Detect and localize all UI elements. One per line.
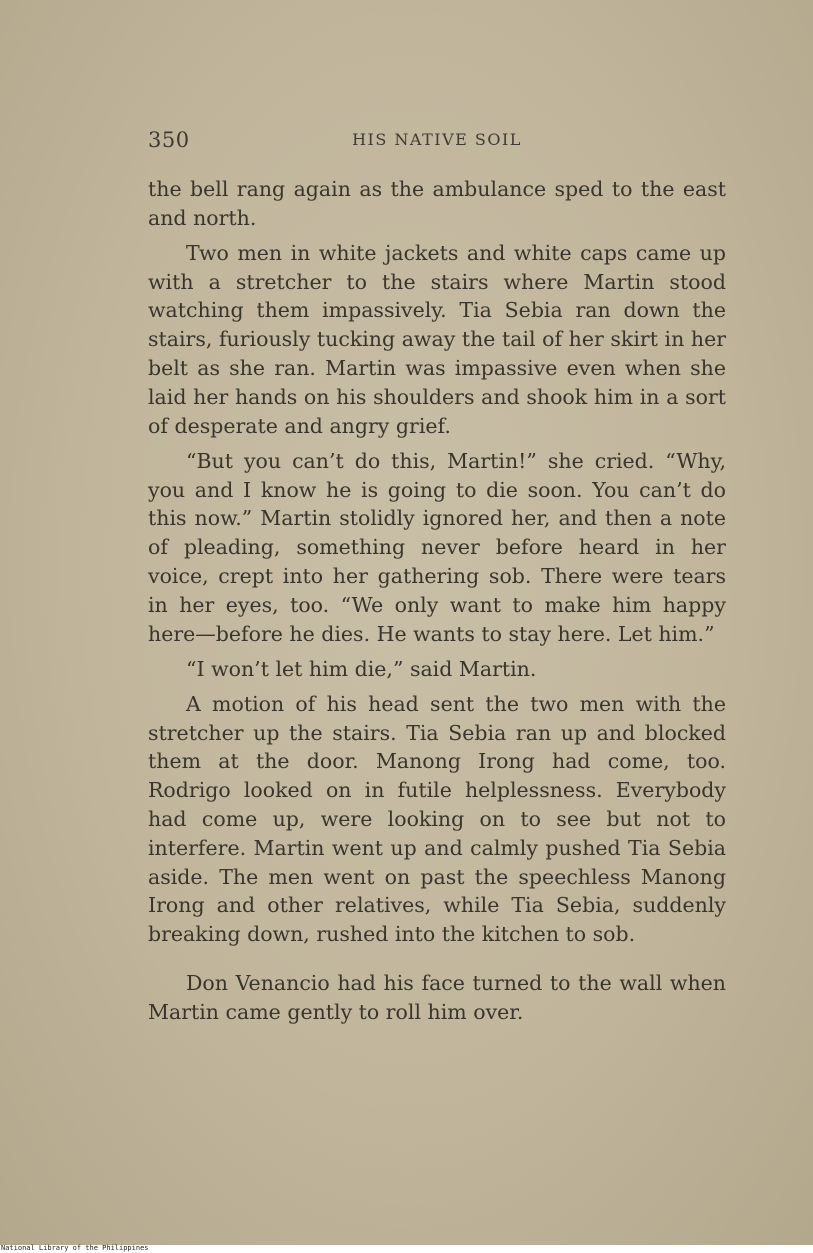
paragraph: Two men in white jackets and white caps came up with a stretcher to the stairs where Martin stood watching them impassively. Tia Sebia ran down the stairs, furiously tucking away the tail of her skirt in her belt as she ran. Martin was impassive even when she laid her hands on his shoulders and shook him in a sort of desperate and angry grief. [148,240,726,438]
paragraph-continued: the bell rang again as the ambulance sped to the east and north. [148,177,726,230]
page-header [148,128,726,158]
paragraph: Don Venancio had his face turned to the wall when Martin came gently to roll him over. [148,970,726,1024]
paragraph: A motion of his head sent the two men with the stretcher up the stairs. Tia Sebia ran up and blocked them at the door. Manong Irong had come, too. Rodrigo looked on in futile helplessness. Everybody had come up, were looking on to see but not to interfere. Martin went up and calmly pushed Tia Sebia aside. The men went on past the speechless Manong Irong and other relatives, while Tia Sebia, suddenly breaking down, rushed into the kitchen to sob. [148,691,726,947]
paragraph: “But you can’t do this, Martin!” she cried. “Why, you and I know he is going to die soon. You can’t do this now.” Martin stolidly ignored her, and then a note of pleading, something never before heard in her voice, crept into her gathering sob. There were tears in her eyes, too. “We only want to make him happy here—before he dies. He wants to stay here. Let him.” [148,448,726,646]
body-text [148,175,726,1033]
paragraph: “I won’t let him die,” said Martin. [186,656,537,681]
scan-footer [0,1245,813,1253]
running-head: HIS NATIVE SOIL [352,130,522,149]
library-watermark: National Library of the Philippines [1,1244,149,1252]
page-number: 350 [148,128,190,152]
